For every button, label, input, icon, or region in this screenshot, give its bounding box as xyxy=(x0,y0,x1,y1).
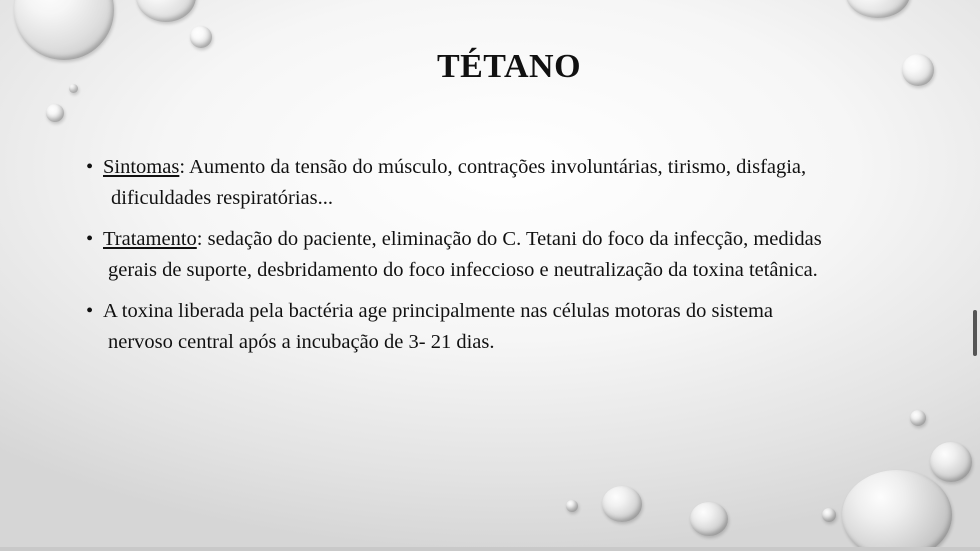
water-drop-decoration xyxy=(566,500,578,512)
bullet-marker: • xyxy=(86,156,94,178)
water-drop-decoration xyxy=(822,508,836,522)
water-drop-decoration xyxy=(690,502,728,536)
water-drop-decoration xyxy=(136,0,196,22)
water-drop-decoration xyxy=(46,104,64,122)
bullet-marker: • xyxy=(86,228,94,250)
bullet-item-tratamento xyxy=(86,224,906,286)
slide-title: TÉTANO xyxy=(436,48,582,85)
water-drop-decoration xyxy=(846,0,910,18)
water-drop-decoration xyxy=(910,410,926,426)
water-drop-decoration xyxy=(930,442,972,482)
bullet-text-line1: : Aumento da tensão do músculo, contrações involuntárias, tirismo, disfagia, xyxy=(179,156,807,178)
vertical-scrollbar[interactable] xyxy=(971,0,980,551)
bullet-label-tratamento: Tratamento xyxy=(103,228,197,250)
scrollbar-thumb[interactable] xyxy=(973,310,977,356)
bottom-edge xyxy=(0,547,980,551)
bullet-marker: • xyxy=(86,300,94,322)
water-drop-decoration xyxy=(842,470,952,551)
bullet-text-line1: A toxina liberada pela bactéria age principalmente nas células motoras do sistema xyxy=(103,300,773,322)
bullet-text-line2: gerais de suporte, desbridamento do foco infeccioso e neutralização da toxina tetânica. xyxy=(108,259,818,281)
water-drop-decoration xyxy=(190,26,212,48)
bullet-list xyxy=(86,152,906,368)
bullet-label-sintomas: Sintomas xyxy=(103,156,180,178)
water-drop-decoration xyxy=(602,486,642,522)
bullet-item-toxina xyxy=(86,296,906,358)
bullet-text-line2: nervoso central após a incubação de 3- 21 dias. xyxy=(108,331,495,353)
bullet-text-line1: : sedação do paciente, eliminação do C. Tetani do foco da infecção, medidas xyxy=(196,228,822,250)
bullet-text-line2: dificuldades respiratórias... xyxy=(111,187,334,209)
bullet-item-sintomas xyxy=(86,152,906,214)
